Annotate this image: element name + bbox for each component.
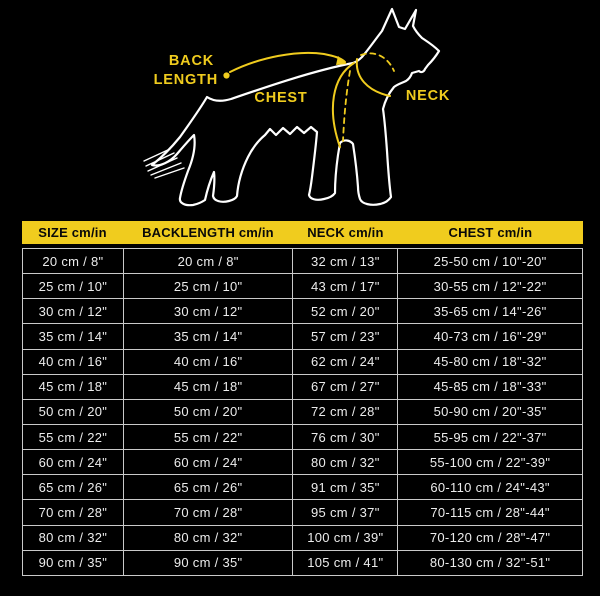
table-row: [23, 450, 583, 475]
table-cell: 105 cm / 41": [293, 550, 398, 575]
table-cell: 52 cm / 20": [293, 299, 398, 324]
table-row: [23, 274, 583, 299]
table-cell: 55 cm / 22": [123, 424, 293, 449]
table-cell: 60 cm / 24": [123, 450, 293, 475]
table-cell: 50-90 cm / 20"-35": [398, 399, 583, 424]
table-cell: 65 cm / 26": [23, 475, 124, 500]
measurement-lines: [223, 53, 394, 147]
table-row: [23, 424, 583, 449]
neck-girth-line: [357, 59, 390, 96]
table-cell: 30 cm / 12": [123, 299, 293, 324]
table-cell: 35 cm / 14": [23, 324, 124, 349]
table-cell: 55-95 cm / 22"-37": [398, 424, 583, 449]
table-cell: 45-80 cm / 18"-32": [398, 349, 583, 374]
table-cell: 55-100 cm / 22"-39": [398, 450, 583, 475]
neck-girth-dashed-line: [361, 53, 394, 71]
table-cell: 45 cm / 18": [23, 374, 124, 399]
table-cell: 100 cm / 39": [293, 525, 398, 550]
table-cell: 25-50 cm / 10"-20": [398, 249, 583, 274]
table-cell: 20 cm / 8": [123, 249, 293, 274]
table-cell: 80 cm / 32": [23, 525, 124, 550]
table-cell: 60 cm / 24": [23, 450, 124, 475]
back-length-label-line2: LENGTH: [153, 72, 218, 88]
table-cell: 70-120 cm / 28"-47": [398, 525, 583, 550]
table-cell: 80-130 cm / 32"-51": [398, 550, 583, 575]
table-row: [23, 299, 583, 324]
table-cell: 90 cm / 35": [23, 550, 124, 575]
header-backlength: BACKLENGTH cm/in: [142, 225, 274, 240]
table-cell: 35-65 cm / 14"-26": [398, 299, 583, 324]
table-cell: 60-110 cm / 24"-43": [398, 475, 583, 500]
table-cell: 32 cm / 13": [293, 249, 398, 274]
table-cell: 70 cm / 28": [123, 500, 293, 525]
neck-label: NECK: [405, 88, 451, 104]
table-cell: 40 cm / 16": [123, 349, 293, 374]
table-cell: 30 cm / 12": [23, 299, 124, 324]
table-cell: 25 cm / 10": [123, 274, 293, 299]
table-cell: 91 cm / 35": [293, 475, 398, 500]
dog-outline-icon: [144, 9, 439, 205]
table-cell: 50 cm / 20": [23, 399, 124, 424]
table-row: [23, 349, 583, 374]
table-cell: 55 cm / 22": [23, 424, 124, 449]
header-neck: NECK cm/in: [307, 225, 384, 240]
table-row: [23, 324, 583, 349]
table-cell: 95 cm / 37": [293, 500, 398, 525]
table-row: [23, 525, 583, 550]
table-row: [23, 399, 583, 424]
table-cell: 25 cm / 10": [23, 274, 124, 299]
back-length-dot: [223, 72, 229, 78]
table-cell: 70 cm / 28": [23, 500, 124, 525]
table-cell: 30-55 cm / 12"-22": [398, 274, 583, 299]
table-cell: 80 cm / 32": [293, 450, 398, 475]
chest-label: CHEST: [254, 90, 308, 106]
table-cell: 45-85 cm / 18"-33": [398, 374, 583, 399]
table-cell: 45 cm / 18": [123, 374, 293, 399]
table-row: [23, 374, 583, 399]
table-cell: 72 cm / 28": [293, 399, 398, 424]
table-cell: 62 cm / 24": [293, 349, 398, 374]
table-cell: 65 cm / 26": [123, 475, 293, 500]
table-cell: 57 cm / 23": [293, 324, 398, 349]
size-table-body: [23, 249, 583, 576]
header-size: SIZE cm/in: [38, 225, 107, 240]
table-cell: 35 cm / 14": [123, 324, 293, 349]
dog-measurement-diagram: [0, 0, 600, 220]
table-cell: 80 cm / 32": [123, 525, 293, 550]
table-cell: 20 cm / 8": [23, 249, 124, 274]
table-cell: 43 cm / 17": [293, 274, 398, 299]
table-cell: 40-73 cm / 16"-29": [398, 324, 583, 349]
size-table: [22, 248, 583, 576]
table-cell: 50 cm / 20": [123, 399, 293, 424]
header-chest: CHEST cm/in: [448, 225, 533, 240]
table-cell: 70-115 cm / 28"-44": [398, 500, 583, 525]
table-row: [23, 550, 583, 575]
table-row: [23, 500, 583, 525]
table-cell: 40 cm / 16": [23, 349, 124, 374]
table-cell: 76 cm / 30": [293, 424, 398, 449]
size-table-header: [22, 221, 583, 244]
table-cell: 67 cm / 27": [293, 374, 398, 399]
table-row: [23, 475, 583, 500]
table-row: [23, 249, 583, 274]
chest-girth-dashed-line: [343, 71, 350, 141]
table-cell: 90 cm / 35": [123, 550, 293, 575]
chest-girth-line: [333, 63, 354, 147]
back-length-label-line1: BACK: [168, 53, 214, 69]
